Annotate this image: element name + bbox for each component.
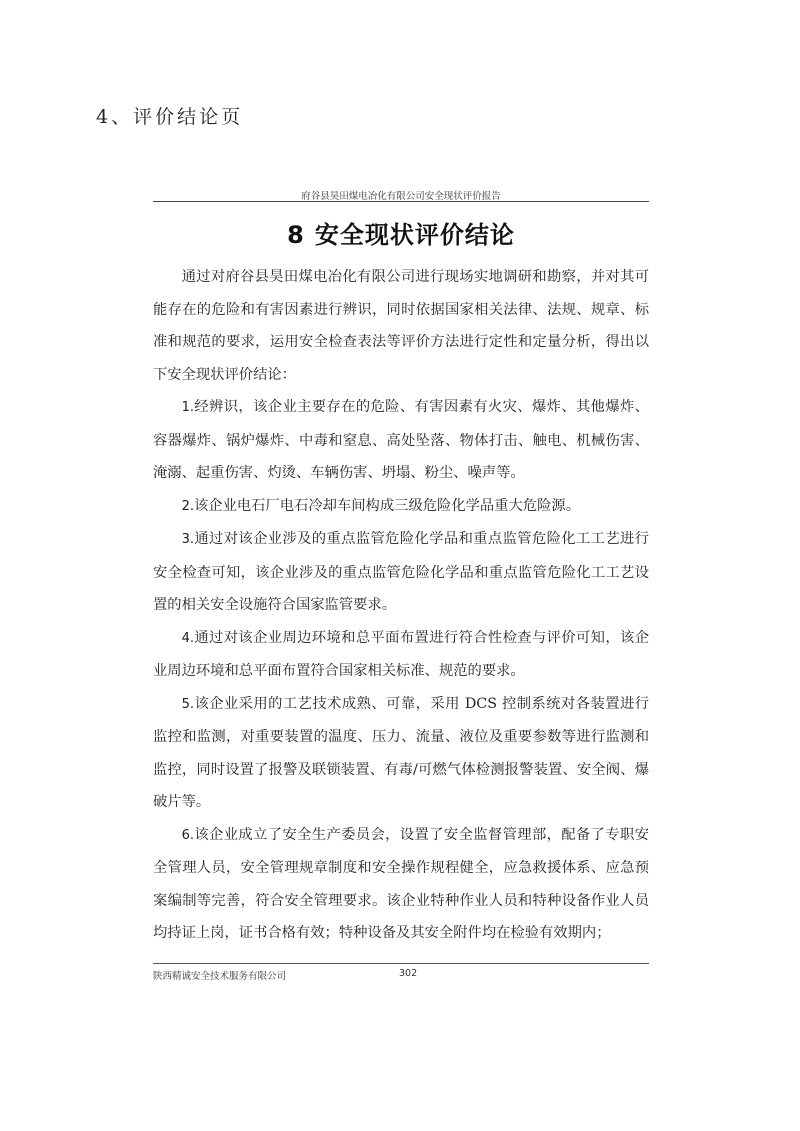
conclusion-item <box>153 622 649 688</box>
footer-company: 陕西精诚安全技术服务有限公司 <box>153 971 287 982</box>
conclusion-item <box>153 490 649 524</box>
header-rule <box>153 201 649 202</box>
item-number: 6. <box>181 827 194 843</box>
footer-rule <box>153 963 649 964</box>
running-header: 府谷县昊田煤电冶化有限公司安全现状评价报告 <box>301 191 501 202</box>
item-text: 通过对该企业涉及的重点监管危险化学品和重点监管危险化工工艺进行安全检查可知，该企业涉及的重点监管危险化学品和重点监管危险化工工艺设置的相关安全设施符合国家监管要求。 <box>153 531 649 613</box>
item-number: 4. <box>181 630 194 646</box>
item-number: 2. <box>181 498 194 514</box>
item-text: 通过对该企业周边环境和总平面布置进行符合性检查与评价可知，该企业周边环境和总平面布置符合国家相关标准、规范的要求。 <box>153 629 649 679</box>
conclusion-item <box>153 391 649 490</box>
document-page <box>153 183 649 983</box>
conclusion-item <box>153 819 649 950</box>
item-number: 5. <box>181 696 194 712</box>
item-number: 1. <box>181 400 194 415</box>
item-text: 该企业成立了安全生产委员会，设置了安全监督管理部，配备了专职安全管理人员，安全管理规章制度和安全操作规程健全，应急救援体系、应急预案编制等完善，符合安全管理要求。该企业特种作业人员和特种设备作业人员均持证上岗，证书合格有效；特种设备及其安全附件均在检验有效期内； <box>153 826 649 941</box>
item-text: 经辨识，该企业主要存在的危险、有害因素有火灾、爆炸、其他爆炸、容器爆炸、锅炉爆炸、中毒和窒息、高处坠落、物体打击、触电、机械伤害、淹溺、起重伤害、灼烫、车辆伤害、坍塌、粉尘、噪声等。 <box>153 399 649 481</box>
chapter-title-text: 安全现状评价结论 <box>314 221 515 249</box>
conclusion-item <box>153 523 649 622</box>
outer-heading: 4、评价结论页 <box>96 106 244 128</box>
item-number: 3. <box>181 532 194 547</box>
chapter-title <box>153 215 649 250</box>
chapter-number: 8 <box>287 221 305 249</box>
intro-paragraph: 通过对府谷县昊田煤电冶化有限公司进行现场实地调研和勘察，并对其可能存在的危险和有害因素进行辨识，同时依据国家相关法律、法规、规章、标准和规范的要求，运用安全检查表法等评价方法进行定性和定量分析，得出以下安全现状评价结论： <box>153 269 649 383</box>
item-text: 该企业采用的工艺技术成熟、可靠，采用 DCS 控制系统对各装置进行监控和监测，对重要装置的温度、压力、流量、液位及重要参数等进行监测和监控，同时设置了报警及联锁装置、有毒/可燃气体检测报警装置、安全阀、爆破片等。 <box>153 695 649 810</box>
body-text <box>153 261 649 950</box>
item-text: 该企业电石厂电石冷却车间构成三级危险化学品重大危险源。 <box>194 497 581 514</box>
page-number: 302 <box>399 968 418 979</box>
conclusion-item <box>153 688 649 819</box>
